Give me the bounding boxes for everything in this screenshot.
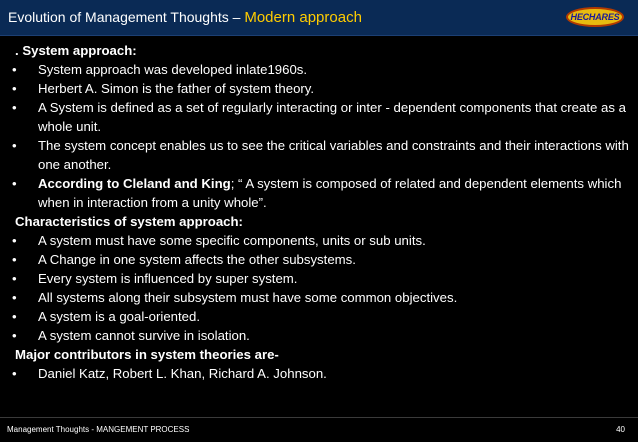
footer-text: Management Thoughts - MANGEMENT PROCESS bbox=[7, 425, 190, 434]
bullet-item: • Every system is influenced by super system. bbox=[9, 269, 629, 288]
bullet-item: • A system is a goal-oriented. bbox=[9, 307, 629, 326]
quote-attribution: According to Cleland and King bbox=[38, 176, 231, 191]
bullet-item: • A Change in one system affects the other subsystems. bbox=[9, 250, 629, 269]
slide-title-prefix: Evolution of Management Thoughts – bbox=[8, 9, 245, 25]
logo-text: HECHARES bbox=[570, 12, 620, 22]
bullet-item: • The system concept enables us to see the critical variables and constraints and their interactions with one another. bbox=[9, 136, 629, 174]
hechares-logo bbox=[566, 7, 624, 27]
title-bar bbox=[0, 0, 638, 36]
slide-title bbox=[8, 9, 362, 26]
bullet-item: • Daniel Katz, Robert L. Khan, Richard A. Johnson. bbox=[9, 364, 629, 383]
cleland-king-quote bbox=[9, 174, 629, 212]
bullet-item: • All systems along their subsystem must have some common objectives. bbox=[9, 288, 629, 307]
page-number: 40 bbox=[616, 425, 625, 434]
characteristics-heading: Characteristics of system approach: bbox=[15, 214, 243, 229]
bullet-item: • A System is defined as a set of regularly interacting or inter - dependent components that create as a whole unit. bbox=[9, 98, 629, 136]
bullet-item: • A system cannot survive in isolation. bbox=[9, 326, 629, 345]
bullet-item: • System approach was developed inlate1960s. bbox=[9, 60, 629, 79]
slide-body bbox=[9, 41, 629, 383]
slide-title-highlight: Modern approach bbox=[244, 9, 362, 26]
quote-text: ; “ A system is composed of related and dependent elements which when in interaction from a unity whole”. bbox=[38, 176, 622, 210]
contributors-heading: Major contributors in system theories are- bbox=[15, 347, 279, 362]
system-approach-heading: . System approach: bbox=[15, 43, 137, 58]
footer-divider bbox=[0, 417, 638, 418]
bullet-item: • A system must have some specific components, units or sub units. bbox=[9, 231, 629, 250]
bullet-item: • Herbert A. Simon is the father of system theory. bbox=[9, 79, 629, 98]
